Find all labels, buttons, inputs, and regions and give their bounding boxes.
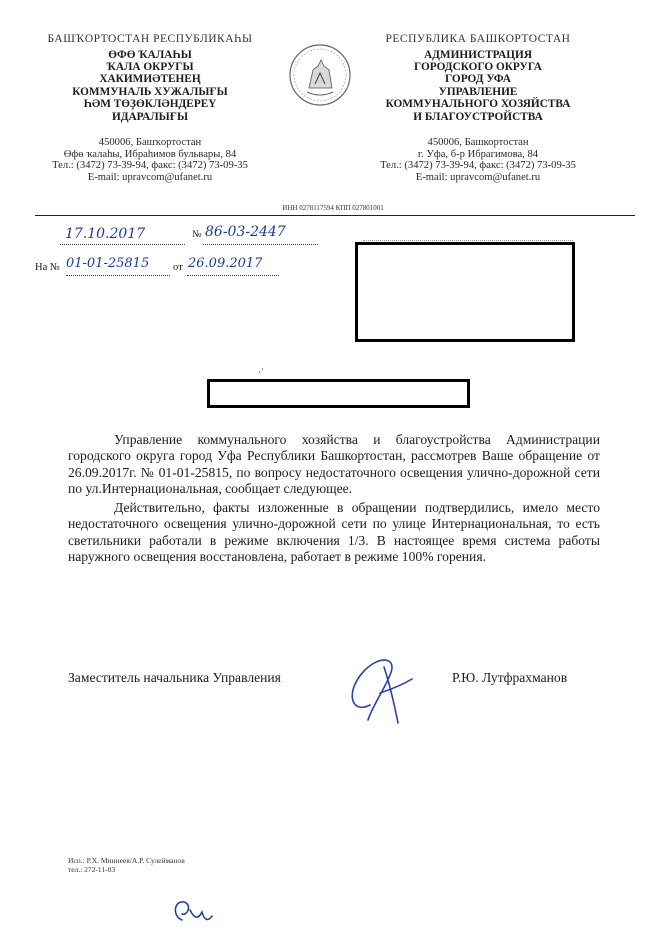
header-left-org-line: ҺӘМ ТӨҘӨКЛӘНДЕРЕҮ <box>83 98 217 111</box>
header-left-address-line: Тел.: (3472) 73-39-94, факс: (3472) 73-09-35 <box>52 160 248 172</box>
inn-kpp-line: ИНН 0278117594 КПП 027801001 <box>282 204 384 212</box>
registration-date-line <box>60 244 185 245</box>
redacted-salutation-box <box>207 379 470 408</box>
header-left-address-line: E-mail: upravcom@ufanet.ru <box>87 171 213 183</box>
registration-number-line <box>203 244 318 245</box>
header-right-org <box>362 49 594 123</box>
header-left-org-line: ҠАЛА ОКРУГЫ <box>106 61 194 73</box>
header-left-org-line: ХАКИМИӘТЕНЕҢ <box>99 73 201 86</box>
header-right <box>362 33 594 183</box>
header-right-address-line: 450006, Башкортостан <box>427 137 529 149</box>
executor-phone: тел.: 272-11-03 <box>68 865 116 874</box>
header-right-address-line: г. Уфа, б-р Ибрагимова, 84 <box>417 148 539 160</box>
header-right-org-line: АДМИНИСТРАЦИЯ <box>424 48 532 61</box>
reference-number-line <box>66 275 170 276</box>
handwritten-mark-icon <box>168 890 218 935</box>
signer-name: Р.Ю. Лутфрахманов <box>452 670 568 685</box>
letter-body <box>68 432 600 568</box>
body-paragraph: Действительно, факты изложенные в обращении подтвердились, имело место недостаточного освещения улично-дорожной сети по улице Интернациональная, то есть светильники работали в режиме включения 1/3. В настоящее время система работы наружного освещения восстановлена, работает в режиме 100% горения. <box>68 500 600 565</box>
header-right-org-line: ГОРОДСКОГО ОКРУГА <box>414 61 542 73</box>
header-left-org <box>30 49 270 123</box>
coat-of-arms-emblem-icon <box>285 40 355 110</box>
header-right-org-line: ГОРОД УФА <box>445 73 511 86</box>
scan-speck: ‚· <box>258 364 264 374</box>
header-right-address <box>362 137 594 183</box>
reference-from-label: от <box>173 262 183 273</box>
reference-number: 01-01-25815 <box>66 256 150 271</box>
reference-date-line <box>187 275 279 276</box>
header-left-org-line: ИДАРАЛЫҒЫ <box>111 110 189 123</box>
header-right-org-line: УПРАВЛЕНИЕ <box>438 85 518 98</box>
header-right-org-line: И БЛАГОУСТРОЙСТВА <box>413 110 543 123</box>
recipient-dotted-line <box>363 240 573 241</box>
executor-info <box>68 856 185 874</box>
body-paragraph: Управление коммунального хозяйства и благоустройства Администрации городского округа город Уфа Республики Башкортостан, рассмотрев Ваше обращение от 26.09.2017г. № 01-01-25815, по вопросу недостаточного освещения улично-дорожной сети по ул.Интернациональная, сообщает следующее. <box>68 432 600 496</box>
header-left-org-line: КОММУНАЛЬ ХУЖАЛЫҒЫ <box>72 85 228 98</box>
header-right-address-line: E-mail: upravcom@ufanet.ru <box>415 171 541 183</box>
redacted-recipient-box <box>355 242 575 342</box>
header-left <box>30 33 270 183</box>
reference-date: 26.09.2017 <box>188 256 263 271</box>
header-right-org-line: КОММУНАЛЬНОГО ХОЗЯЙСТВА <box>385 98 571 111</box>
registration-number-label: № <box>192 229 202 240</box>
header-right-address-line: Тел.: (3472) 73-39-94, факс: (3472) 73-09-35 <box>380 160 576 172</box>
registration-number: 86-03-2447 <box>205 224 286 240</box>
header-left-address <box>30 137 270 183</box>
header-left-address-line: Өфө ҡалаһы, Ибраһимов бульвары, 84 <box>63 148 237 160</box>
header-right-country: РЕСПУБЛИКА БАШКОРТОСТАН <box>385 33 571 45</box>
executor-names: Исп.: Р.Х. Миннеев/А.Р. Сулейманов <box>68 856 185 865</box>
header-left-org-line: ӨФӨ ҠАЛАҺЫ <box>108 48 192 61</box>
header-divider <box>35 215 635 216</box>
handwritten-signature-icon <box>340 645 420 735</box>
header-left-address-line: 450006, Башҡортостан <box>98 137 202 149</box>
registration-date: 17.10.2017 <box>65 226 146 242</box>
signer-title: Заместитель начальника Управления <box>68 670 281 685</box>
reference-on-label: На № <box>35 262 60 273</box>
header-left-country: БАШҠОРТОСТАН РЕСПУБЛИКАҺЫ <box>47 33 253 45</box>
